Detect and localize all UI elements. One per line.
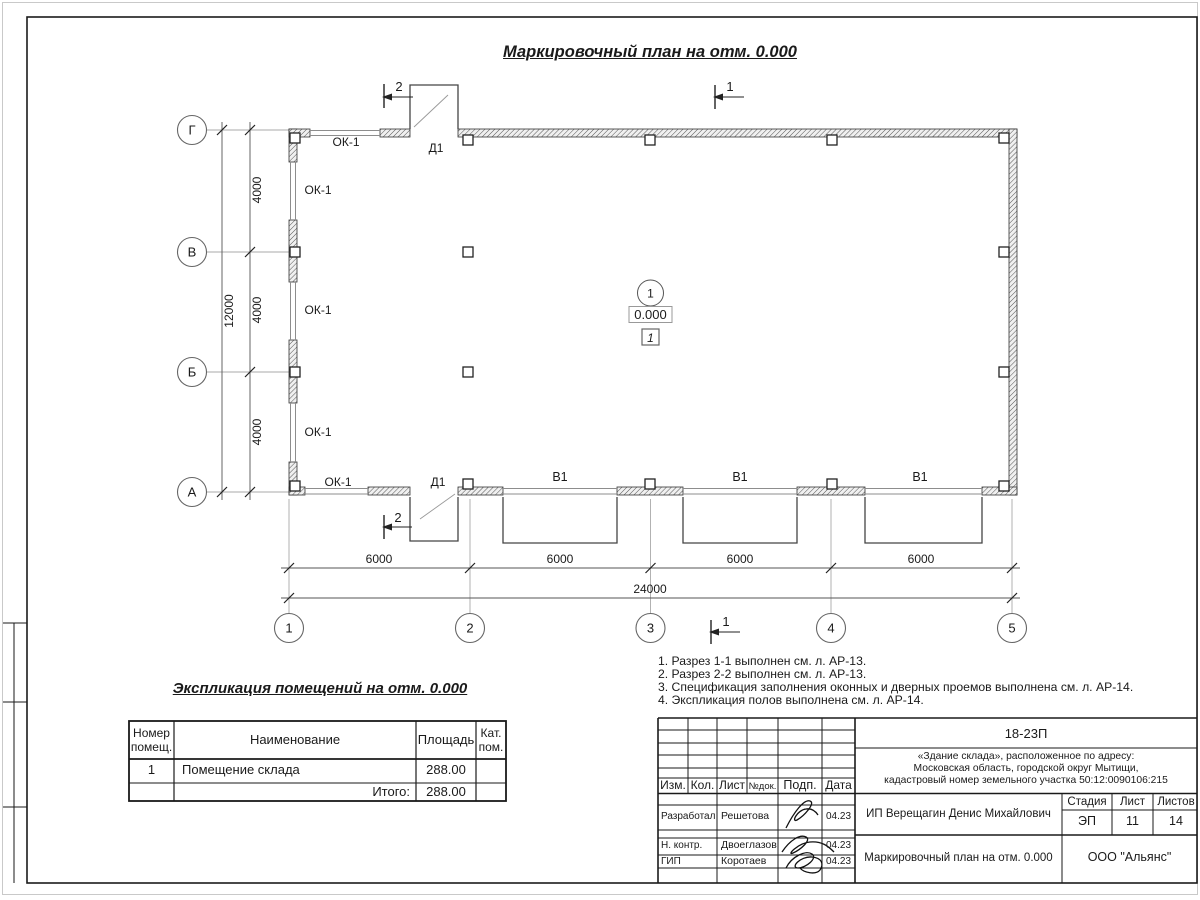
explication-row-name: Помещение склада [182, 762, 300, 777]
stamp-client: ИП Верещагин Денис Михайлович [866, 808, 1051, 820]
stamp-sheets-value: 14 [1169, 814, 1183, 828]
axis-col-1: 1 [285, 620, 293, 636]
top-porch [410, 85, 458, 129]
axis-col-5: 5 [1008, 620, 1016, 636]
stamp-date-1: 04.23 [825, 811, 852, 822]
stamp-name-1: Решетова [721, 810, 770, 822]
stamp-date-2: 04.23 [825, 840, 852, 851]
stamp-stage-label: Стадия [1067, 796, 1107, 808]
dim-24000: 24000 [633, 582, 667, 596]
svg-text:1: 1 [726, 79, 734, 94]
stamp-col-ndok: №док. [748, 781, 777, 792]
stamp-col-data: Дата [825, 778, 852, 792]
window-label-left-2: ОК-1 [304, 303, 332, 317]
axis-col-2: 2 [466, 620, 474, 636]
dim-4000-2: 4000 [250, 296, 264, 324]
explication-total-area: 288.00 [426, 784, 466, 799]
note-2: 2. Разрез 2-2 выполнен см. л. АР-13. [658, 667, 867, 681]
explication-header-area: Площадь [417, 732, 475, 747]
room-elevation: 0.000 [634, 307, 667, 322]
stamp-object-line1: «Здание склада», расположенное по адресу: [917, 751, 1135, 762]
svg-text:2: 2 [394, 510, 402, 525]
room-number: 1 [647, 286, 654, 301]
dim-6000-3: 6000 [726, 552, 754, 566]
explication-header-num: Номер помещ. [130, 726, 173, 754]
stamp-col-izm: Изм. [660, 778, 686, 792]
explication-row-area: 288.00 [426, 762, 466, 777]
explication-total-label: Итого: [372, 784, 410, 799]
stamp-sheet-value: 11 [1126, 814, 1139, 828]
room-marker [629, 280, 672, 345]
explication-heading: Экспликация помещений на отм. 0.000 [172, 680, 468, 697]
axis-lines [206, 130, 1012, 613]
axis-row-b: Б [187, 364, 197, 380]
dim-6000-2: 6000 [546, 552, 574, 566]
stamp-col-kol: Кол. [690, 778, 715, 792]
svg-text:1: 1 [722, 614, 730, 629]
note-1: 1. Разрез 1-1 выполнен см. л. АР-13. [658, 654, 867, 668]
window-label-top: ОК-1 [332, 135, 360, 149]
stamp-col-podp: Подп. [783, 778, 817, 792]
dim-6000-4: 6000 [907, 552, 935, 566]
stamp-sheet-label: Лист [1120, 796, 1145, 808]
axis-col-3: 3 [646, 620, 655, 636]
stamp-sheets-label: Листов [1157, 796, 1195, 808]
dim-4000-3: 4000 [250, 418, 264, 446]
left-margin-boxes [3, 623, 27, 883]
stamp-role-1: Разработал [661, 811, 716, 822]
gate-label-1: В1 [552, 470, 568, 484]
note-3: 3. Спецификация заполнения оконных и дверных проемов выполнена см. л. АР-14. [658, 680, 1134, 694]
stamp-object-line2: Московская область, городской округ Мытищи, [913, 763, 1139, 774]
stamp-sheet-title: Маркировочный план на отм. 0.000 [864, 852, 1053, 864]
dim-12000: 12000 [222, 294, 236, 328]
stamp-company: ООО "Альянс" [1087, 850, 1172, 864]
gate-label-2: В1 [732, 470, 748, 484]
axis-row-g: Г [188, 122, 196, 138]
floor-plan [178, 79, 1027, 644]
window-label-left-3: ОК-1 [304, 425, 332, 439]
axis-row-v: В [187, 244, 197, 260]
bottom-porch [410, 494, 458, 541]
window-label-left-1: ОК-1 [304, 183, 332, 197]
stamp-name-2: Двоеглазов [721, 839, 777, 851]
gate-label-3: В1 [912, 470, 928, 484]
section-mark-1-top [713, 79, 744, 109]
stamp-col-list: Лист [718, 778, 746, 792]
section-mark-2-top [382, 79, 413, 108]
door-label-top: Д1 [428, 141, 444, 155]
axis-col-4: 4 [827, 620, 835, 636]
door-label-bottom: Д1 [430, 475, 446, 489]
dimension-lines [222, 122, 1020, 598]
section-mark-2-bottom [382, 510, 412, 539]
stamp-role-3: ГИП [661, 856, 681, 867]
stamp-object-line3: кадастровый номер земельного участка 50:12:0090106:215 [884, 775, 1168, 786]
dim-6000-1: 6000 [365, 552, 393, 566]
svg-text:2: 2 [395, 79, 403, 94]
plan-title: Маркировочный план на отм. 0.000 [503, 43, 797, 61]
window-label-bottom: ОК-1 [324, 475, 352, 489]
dim-4000-1: 4000 [250, 176, 264, 204]
stamp-stage-value: ЭП [1078, 814, 1096, 828]
note-4: 4. Экспликация полов выполнена см. л. АР-14. [658, 693, 924, 707]
floor-type-mark: 1 [647, 331, 654, 345]
stamp-role-2: Н. контр. [661, 840, 703, 851]
explication-header-name: Наименование [249, 732, 341, 747]
explication-header-cat: Кат. пом. [478, 726, 504, 754]
explication-row-num: 1 [147, 762, 156, 777]
stamp-date-3: 04.23 [825, 856, 852, 867]
stamp-doc-number: 18-23П [1004, 726, 1048, 741]
signature-gip [786, 853, 822, 873]
gates [503, 489, 982, 495]
axis-row-a: А [187, 484, 197, 500]
stamp-name-3: Коротаев [721, 855, 767, 867]
section-mark-1-bottom [709, 614, 740, 644]
gate-aprons [503, 497, 982, 543]
